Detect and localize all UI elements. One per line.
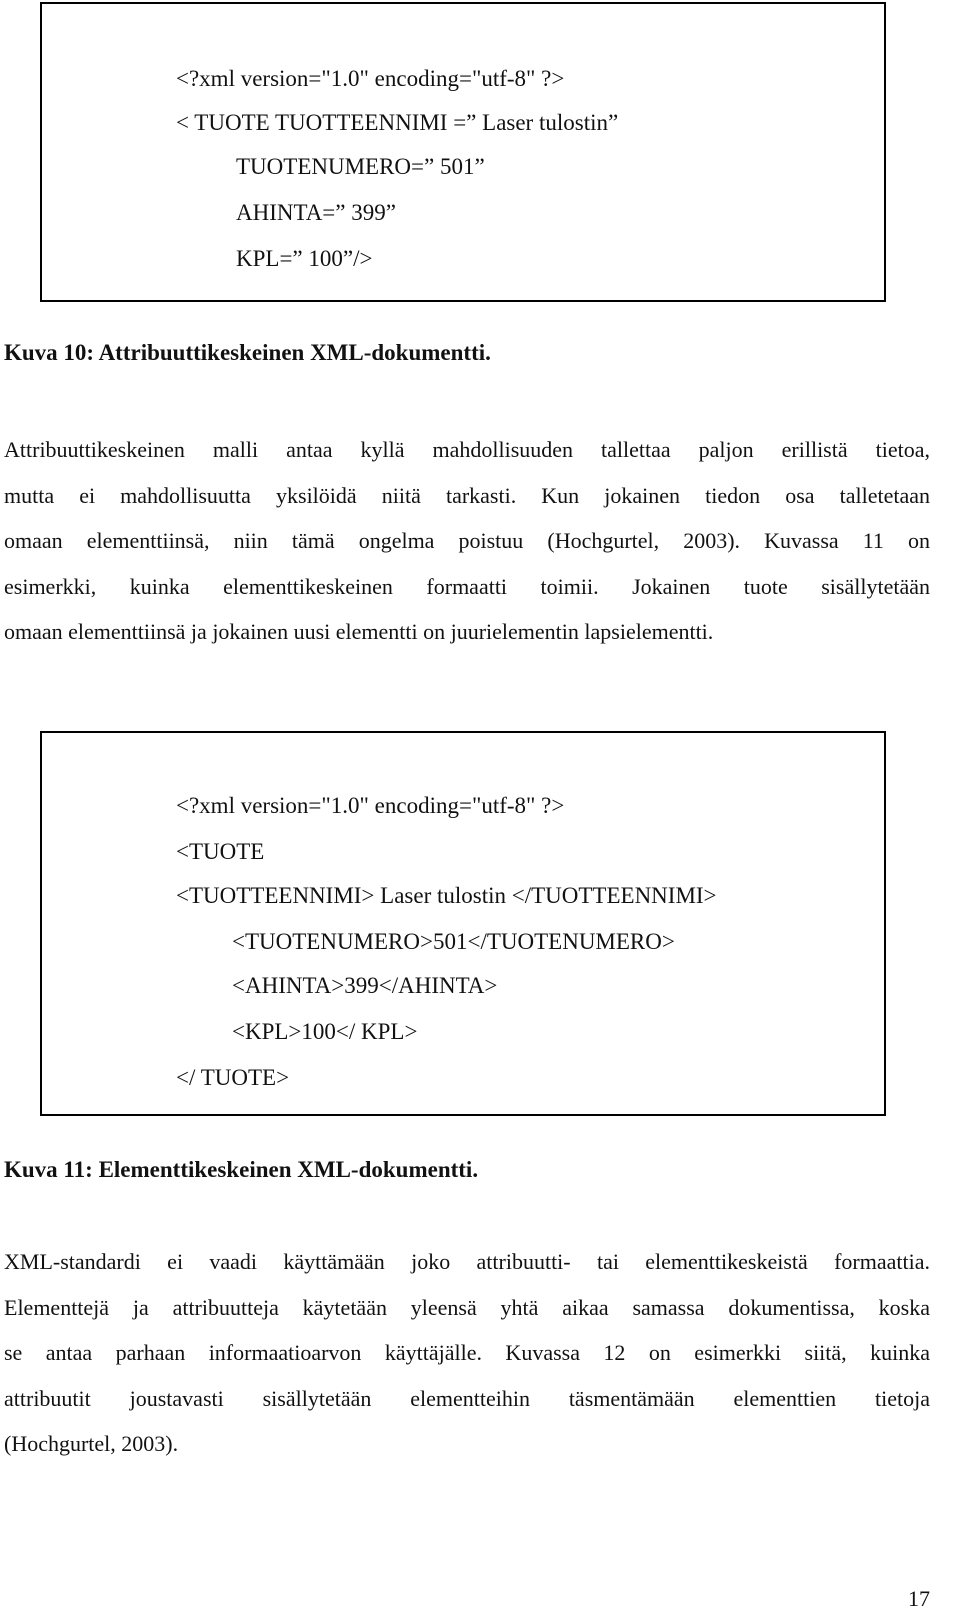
paragraph-line: esimerkki, kuinka elementtikeskeinen formaatti toimii. Jokainen tuote sisällytetään — [4, 573, 930, 599]
figure-11-code-box — [40, 731, 886, 1116]
paragraph-line: XML-standardi ei vaadi käyttämään joko attribuutti- tai elementtikeskeistä formaattia. — [4, 1249, 930, 1274]
paragraph-line: Attribuuttikeskeinen malli antaa kyllä mahdollisuuden tallettaa paljon erillistä tietoa, — [4, 437, 930, 462]
paragraph-line: se antaa parhaan informaatioarvon käyttäjälle. Kuvassa 12 on esimerkki siitä, kuinka — [4, 1340, 930, 1366]
code-line: <TUOTENUMERO>501</TUOTENUMERO> — [232, 929, 675, 954]
paragraph-line: omaan elementtiinsä ja jokainen uusi elementti on juurielementin lapsielementti. — [4, 619, 714, 645]
code-line: <?xml version="1.0" encoding="utf-8" ?> — [176, 793, 565, 818]
paragraph-line: mutta ei mahdollisuutta yksilöidä niitä tarkasti. Kun jokainen tiedon osa talletetaan — [4, 482, 930, 508]
page-number: 17 — [908, 1586, 930, 1611]
code-line: <TUOTE — [176, 839, 265, 864]
code-line: < TUOTE TUOTTEENNIMI =” Laser tulostin” — [176, 110, 619, 135]
figure-11-caption: Kuva 11: Elementtikeskeinen XML-dokumentti. — [4, 1157, 479, 1182]
code-line: <TUOTTEENNIMI> Laser tulostin </TUOTTEENNIMI> — [176, 883, 717, 908]
code-line: <?xml version="1.0" encoding="utf-8" ?> — [176, 66, 565, 91]
paragraph-line: Elementtejä ja attribuutteja käytetään yleensä yhtä aikaa samassa dokumentissa, koska — [4, 1294, 930, 1320]
code-line: KPL=” 100”/> — [236, 246, 373, 271]
code-line: TUOTENUMERO=” 501” — [236, 154, 485, 179]
code-line: <AHINTA>399</AHINTA> — [232, 973, 498, 998]
paragraph-line: omaan elementtiinsä, niin tämä ongelma poistuu (Hochgurtel, 2003). Kuvassa 11 on — [4, 528, 930, 554]
figure-10-caption: Kuva 10: Attribuuttikeskeinen XML-dokumentti. — [4, 340, 491, 365]
code-line: <KPL>100</ KPL> — [232, 1019, 418, 1044]
paragraph-line: attribuutit joustavasti sisällytetään elementteihin täsmentämään elementtien tietoja — [4, 1385, 930, 1411]
paragraph-line: (Hochgurtel, 2003). — [4, 1431, 179, 1457]
figure-10-code-box — [40, 2, 886, 302]
paragraph-1 — [4, 427, 930, 655]
paragraph-2 — [4, 1239, 930, 1467]
code-line: </ TUOTE> — [176, 1065, 290, 1090]
code-line: AHINTA=” 399” — [236, 200, 396, 225]
